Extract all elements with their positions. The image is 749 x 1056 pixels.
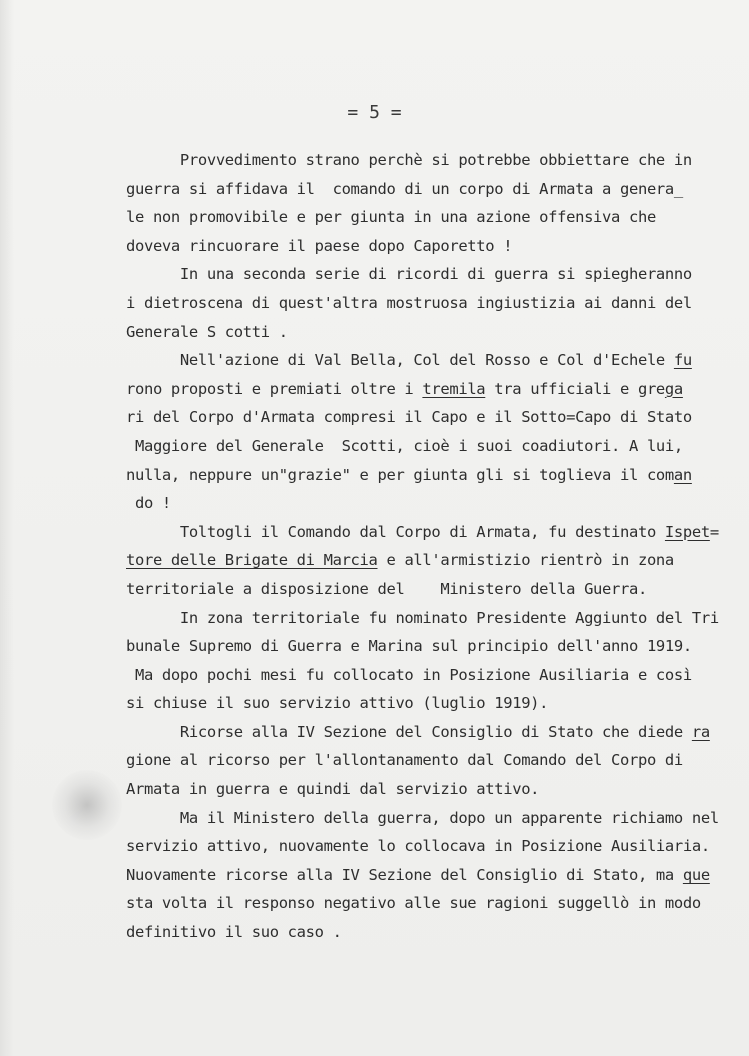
- text-line: Maggiore del Generale Scotti, cioè i suoi coadiutori. A lui,: [126, 436, 683, 455]
- text-line: doveva rincuorare il paese dopo Caporetto !: [126, 236, 513, 255]
- text-line: guerra si affidava il comando di un corpo di Armata a genera_: [126, 179, 683, 198]
- text-line: In una seconda serie di ricordi di guerra si spiegheranno: [126, 265, 692, 284]
- text-line: si chiuse il suo servizio attivo (luglio 1919).: [126, 694, 549, 713]
- text-line: Ma dopo pochi mesi fu collocato in Posizione Ausiliaria e così: [126, 665, 692, 684]
- text-line: definitivo il suo caso .: [126, 923, 342, 942]
- text-line: tore delle Brigate di Marcia e all'armistizio rientrò in zona: [126, 551, 674, 570]
- text-line: Ricorse alla IV Sezione del Consiglio di Stato che diede ra: [126, 722, 710, 741]
- text-line: Ma il Ministero della guerra, dopo un apparente richiamo nel: [126, 808, 719, 827]
- text-line: nulla, neppure un"grazie" e per giunta gli si toglieva il coman: [126, 465, 692, 484]
- text-line: Nell'azione di Val Bella, Col del Rosso e Col d'Echele fu: [126, 351, 692, 370]
- text-line: Toltogli il Comando dal Corpo di Armata, fu destinato Ispet=: [126, 522, 719, 541]
- text-line: servizio attivo, nuovamente lo collocava in Posizione Ausiliaria.: [126, 837, 710, 856]
- text-line: i dietroscena di quest'altra mostruosa ingiustizia ai danni del: [126, 293, 692, 312]
- text-line: le non promovibile e per giunta in una azione offensiva che: [126, 208, 656, 227]
- page-number: = 5 =: [347, 102, 402, 123]
- body-text: [126, 146, 719, 947]
- text-line: territoriale a disposizione del Ministero della Guerra.: [126, 579, 647, 598]
- text-line: Generale S cotti .: [126, 322, 288, 341]
- paper-stain: [52, 770, 122, 840]
- text-line: do !: [126, 494, 171, 513]
- text-line: rono proposti e premiati oltre i tremila tra ufficiali e grega: [126, 379, 683, 398]
- text-line: In zona territoriale fu nominato Presidente Aggiunto del Tri: [126, 608, 719, 627]
- text-line: Nuovamente ricorse alla IV Sezione del Consiglio di Stato, ma que: [126, 865, 710, 884]
- text-line: bunale Supremo di Guerra e Marina sul principio dell'anno 1919.: [126, 637, 692, 656]
- text-line: Provvedimento strano perchè si potrebbe obbiettare che in: [126, 151, 692, 169]
- scan-edge-shadow: [0, 0, 14, 1056]
- text-line: Armata in guerra e quindi dal servizio attivo.: [126, 780, 540, 799]
- text-line: gione al ricorso per l'allontanamento dal Comando del Corpo di: [126, 751, 683, 770]
- text-line: sta volta il responso negativo alle sue ragioni suggellò in modo: [126, 894, 701, 913]
- text-line: ri del Corpo d'Armata compresi il Capo e il Sotto=Capo di Stato: [126, 408, 692, 427]
